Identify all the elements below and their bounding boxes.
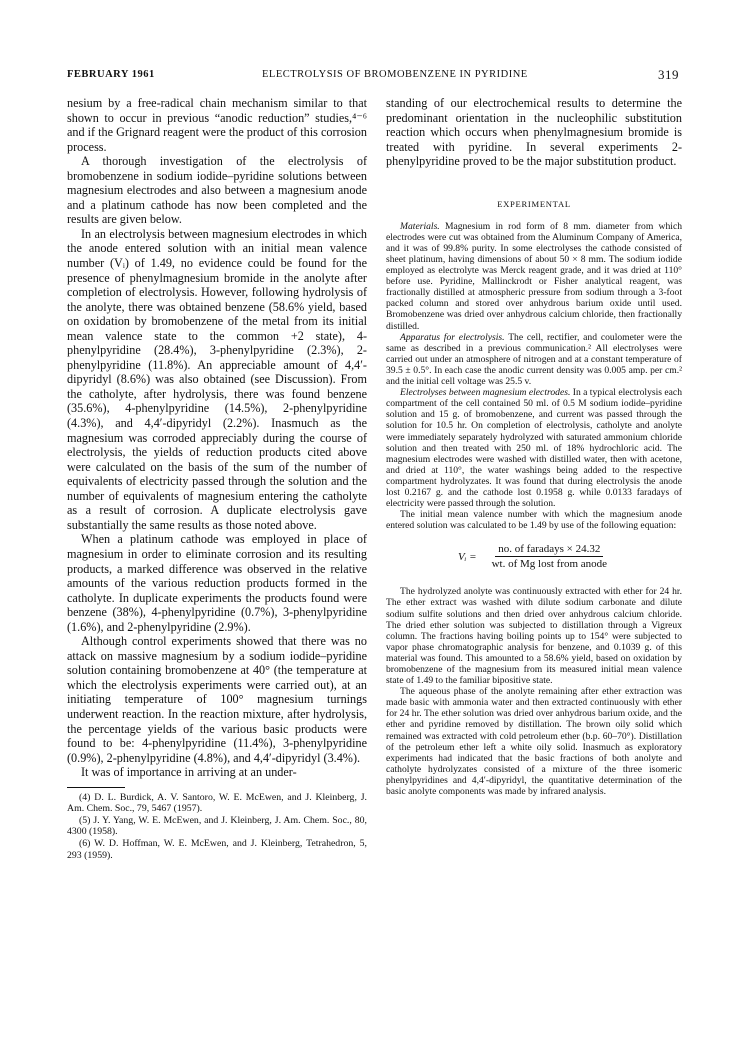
paragraph-text: Magnesium in rod form of 8 mm. diameter from which electrodes were cut was obtained from the Aluminum Company of America, and it was of 99.8% purity. In some electrolyses the cathode consisted of sheet platinum, having dimensions of about 50 × 8 mm. The sodium iodide employed as electrolyte was Merck reagent grade, and it was dried at 110° before use. Pyridine, Mallinckrodt or Fisher analytical reagent, was fractionally distilled at atmospheric pressure from sodium through a 3-foot packed column and stored over anhydrous barium oxide until used. Bromobenzene was dried over anhydrous calcium chloride, then fractionally distilled.: [386, 220, 682, 332]
experimental-text: [386, 221, 682, 797]
left-body: [67, 96, 367, 780]
paragraph: The hydrolyzed anolyte was continuously extracted with ether for 24 hr. The ether extract was washed with dilute sodium carbonate and dilute sodium sulfite solutions and then dried over anhydrous calcium chloride. The dried ether solution was subjected to distillation through a Vigreux column. The fractions having boiling points up to 154° were subjected to vapor phase chromatographic analysis for benzene, and 0.1039 g. of this material was found. This amounted to a 58.6% yield, based on oxidation by bromobenzene of the magnesium from its measured initial mean valence state of 1.49 to the familiar bipositive state.: [386, 586, 682, 687]
paragraph: Although control experiments showed that there was no attack on massive magnesium by a sodium iodide–pyridine solution containing bromobenzene at 40° (the temperature at which the electrolysis experiments were carried out), at an initiating temperature of 100° magnesium turnings underwent reaction. In the reaction mixture, after hydrolysis, the percentage yields of the various basic products were found to be: 4-phenylpyridine (11.4%), 3-phenylpyridine (0.9%), 2-phenylpyridine (4.8%), and 4,4′-dipyridyl (3.4%).: [67, 634, 367, 765]
paragraph: When a platinum cathode was employed in place of magnesium in order to eliminate corrosion and its resulting products, a marked difference was observed in the relative amounts of the various reduction products formed in the catholyte. In duplicate experiments the products found were benzene (38%), 4-phenylpyridine (0.7%), 3-phenylpyridine (1.6%), and 2-phenylpyridine (2.9%).: [67, 532, 367, 634]
footnotes: [67, 792, 367, 862]
paragraph: In an electrolysis between magnesium electrodes in which the anode entered solution with an initial mean valence number (Vᵢ) of 1.49, no evidence could be found for the presence of phenylmagnesium bromide in the anolyte after completion of electrolysis. However, following hydrolysis of the anolyte, there was obtained benzene (58.6% yield, based on oxidation by bromobenzene of the metal from its initial mean valence state to the common +2 state), 4-phenylpyridine (28.4%), 3-phenylpyridine (2.3%), 2-phenylpyridine (11.8%). An appreciable amount of 4,4′-dipyridyl (8.6%) was also obtained (see Discussion). From the catholyte, after hydrolysis, there was found benzene (35.6%), 4-phenylpyridine (14.5%), 2-phenylpyridine (4.3%), and 4,4′-dipyridyl (2.2%). Inasmuch as the magnesium was corroded appreciably during the course of electrolysis, the yields of reduction products cited above were calculated on the basis of the sum of the number of equivalents of electricity passed through the solution and the number of equivalents of magnesium entering the catholyte as a result of corrosion. A duplicate electrolysis gave substantially the same results as those noted above.: [67, 226, 367, 532]
right-column: [386, 96, 682, 797]
paragraph: nesium by a free-radical chain mechanism similar to that shown to occur in previous “anodic reduction” studies,⁴⁻⁶ and if the Grignard reagent were the product of this corrosion process.: [67, 96, 367, 154]
equation-fraction: [489, 543, 610, 570]
paragraph: It was of importance in arriving at an under-: [81, 765, 297, 780]
right-intro: [386, 96, 682, 169]
equation-denominator: wt. of Mg lost from anode: [491, 558, 608, 571]
electrolyses-paragraph: [386, 387, 682, 509]
footnote: (5) J. Y. Yang, W. E. McEwen, and J. Kleinberg, J. Am. Chem. Soc., 80, 4300 (1958).: [67, 814, 367, 838]
paragraph: The initial mean valence number with which the magnesium anode entered solution was calculated to be 1.49 by use of the following equation:: [386, 509, 682, 532]
paragraph-text: The cell, rectifier, and coulometer were the same as described in a previous communication.² All electrolyses were carried out under an atmosphere of nitrogen and at a constant temperature of 39.5 ± 0.5°. In each case the anodic current density was 0.005 amp. per cm.² and the initial cell voltage was 25.5 v.: [386, 331, 682, 388]
page-number: 319: [658, 67, 679, 82]
running-header: [67, 69, 679, 85]
paragraph: The aqueous phase of the anolyte remaining after ether extraction was made basic with ammonia water and then extracted continuously with ether for 24 hr. The ether solution was dried over anhydrous barium oxide, and the ether and pyridine removed by distillation. The brown oily solid which remained was extracted with cold petroleum ether (b.p. 60–70°). Distillation of the petroleum ether left a white oily solid. Inasmuch as exploratory experiments had indicated that the basic fractions of both anolyte and catholyte hydrolyzates consisted of a mixture of the three isomeric phenylpyridines and 4,4′-dipyridyl, the quantitative determination of the basic anolyte components was made by infrared analysis.: [386, 686, 682, 798]
footnote-rule: [67, 787, 125, 788]
header-date: FEBRUARY 1961: [67, 69, 155, 80]
run-in-heading: Materials.: [400, 220, 440, 232]
run-in-heading: Apparatus for electrolysis.: [400, 331, 505, 343]
paragraph: A thorough investigation of the electrolysis of bromobenzene in sodium iodide–pyridine solutions between magnesium electrodes and also between a magnesium anode and a platinum cathode has now been completed and the results are given below.: [67, 154, 367, 227]
apparatus-paragraph: [386, 332, 682, 387]
run-in-heading: Electrolyses between magnesium electrodes.: [400, 387, 571, 399]
materials-paragraph: [386, 221, 682, 332]
valence-equation: [386, 543, 682, 570]
equation-numerator: no. of faradays × 24.32: [495, 543, 603, 557]
footnote: (6) W. D. Hoffman, W. E. McEwen, and J. Kleinberg, Tetrahedron, 5, 293 (1959).: [67, 838, 367, 861]
section-heading: EXPERIMENTAL: [497, 198, 571, 209]
footnote: (4) D. L. Burdick, A. V. Santoro, W. E. McEwen, and J. Kleinberg, J. Am. Chem. Soc., 79, 5467 (1957).: [67, 791, 367, 815]
equation-lhs: Vᵢ =: [457, 550, 477, 563]
left-column: [67, 96, 367, 861]
header-title: ELECTROLYSIS OF BROMOBENZENE IN PYRIDINE: [262, 69, 528, 80]
paragraph-text: In a typical electrolysis each compartment of the cell contained 50 ml. of 0.5 M sodium iodide–pyridine solution and 15 g. of bromobenzene, and current was passed through the solution for 10.5 hr. On completion of electrolysis, catholyte and anolyte were immediately separately hydrolyzed with saturated ammonium chloride solution and then treated with 250 ml. of 18% hydrochloric acid. The magnesium electrodes were washed with distilled water, then with acetone, and dried at 110°, the water washings being added to the respective compartment hydrolyzates. It was found that during electrolysis the anode lost 0.2167 g. and the cathode lost 0.1958 g. while 0.0133 faradays of electricity were passed through the solution.: [386, 387, 682, 510]
paragraph: standing of our electrochemical results to determine the predominant orientation in the nucleophilic substitution reaction which occurs when phenylmagnesium bromide is treated with pyridine. In several experiments 2-phenylpyridine proved to be the major substitution product.: [386, 96, 682, 169]
